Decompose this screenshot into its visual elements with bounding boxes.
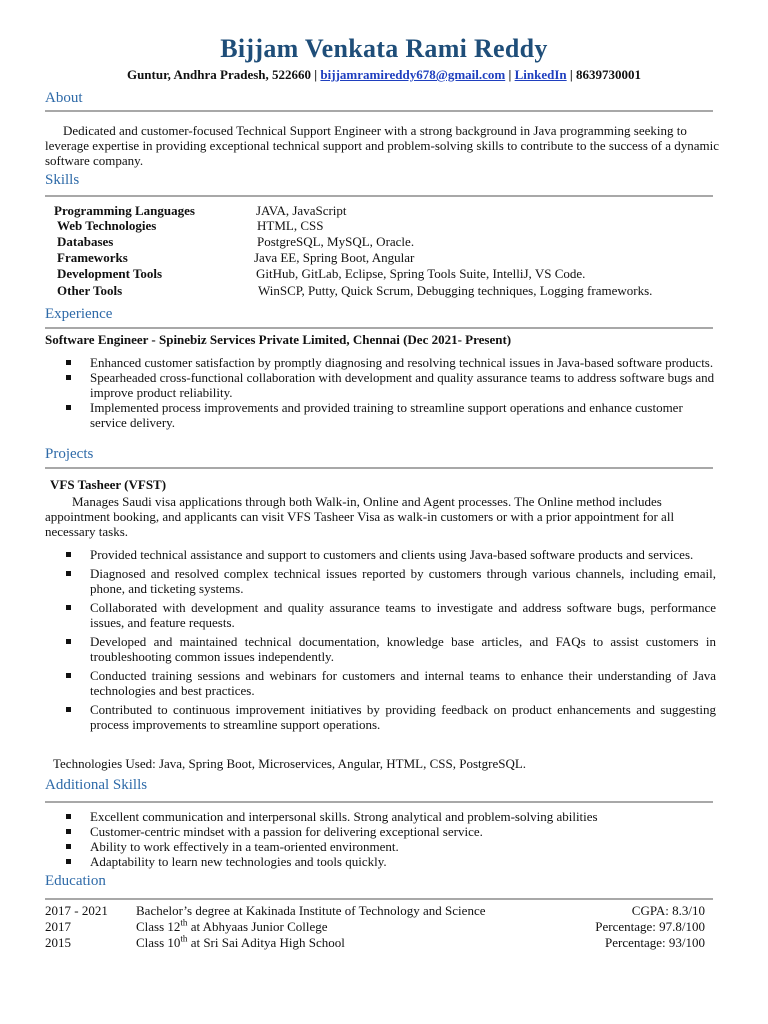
bullet-icon <box>66 707 71 712</box>
section-divider <box>45 195 713 197</box>
bullet-text: Customer-centric mindset with a passion for delivering exceptional service. <box>90 824 483 839</box>
bullet-text: Enhanced customer satisfaction by promptly diagnosing and resolving technical issues in Java-based software products. <box>90 355 714 370</box>
separator: | <box>311 67 321 82</box>
skill-values: Java EE, Spring Boot, Angular <box>254 250 415 265</box>
education-row <box>45 903 705 919</box>
ordinal-suffix: th <box>180 933 188 944</box>
bullet-text: Implemented process improvements and provided training to streamline support operations and enhance customer service delivery. <box>90 400 683 430</box>
project-description: Manages Saudi visa applications through both Walk-in, Online and Agent processes. The Online method includes appointment booking, and applicants can visit VFS Tasheer Visa as walk-in customers or with a prior appointment for all necessary tasks. <box>45 494 675 539</box>
bullet-text: Diagnosed and resolved complex technical issues reported by customers through various channels, including email, phone, and ticketing systems. <box>90 566 716 596</box>
skill-category: Other Tools <box>57 283 123 298</box>
linkedin-link[interactable]: LinkedIn <box>514 67 567 82</box>
education-score: Percentage: 93/100 <box>605 935 705 950</box>
education-score: CGPA: 8.3/10 <box>631 903 705 918</box>
bullet-icon <box>66 859 71 864</box>
bullet-text: Conducted training sessions and webinars for customers and internal teams to enhance their understanding of Java technologies and best practices. <box>90 668 716 698</box>
project-title: VFS Tasheer (VFST) <box>50 477 167 492</box>
skill-category: Frameworks <box>57 250 128 265</box>
section-divider <box>45 898 713 900</box>
section-divider <box>45 327 713 329</box>
education-row <box>45 935 705 951</box>
list-item <box>64 668 716 698</box>
bullet-icon <box>66 571 71 576</box>
skill-category: Development Tools <box>57 266 163 281</box>
institution-text: at Abhyaas Junior College <box>187 919 328 934</box>
list-item <box>64 547 716 562</box>
skill-row <box>54 234 734 250</box>
skill-row <box>54 218 734 234</box>
additional-skills-bullets <box>64 809 716 869</box>
bullet-text: Spearheaded cross-functional collaboration with development and quality assurance teams to address software bugs and improve product reliability. <box>90 370 715 400</box>
job-title: Software Engineer - Spinebiz Services Private Limited, Chennai (Dec 2021- Present) <box>45 332 512 347</box>
skill-values: GitHub, GitLab, Eclipse, Spring Tools Suite, IntelliJ, VS Code. <box>256 266 586 281</box>
technologies-used: Technologies Used: Java, Spring Boot, Microservices, Angular, HTML, CSS, PostgreSQL. <box>53 756 527 771</box>
bullet-icon <box>66 639 71 644</box>
list-item <box>64 702 716 732</box>
skill-category: Databases <box>57 234 114 249</box>
bullet-text: Provided technical assistance and support to customers and clients using Java-based software products and services. <box>90 547 694 562</box>
skill-values: HTML, CSS <box>257 218 324 233</box>
skill-values: JAVA, JavaScript <box>256 203 347 218</box>
about-text: Dedicated and customer-focused Technical Support Engineer with a strong background in Java programming seeking to leverage expertise in providing exceptional technical support and problem-solving skills to contribute to the success of a dynamic software company. <box>45 123 720 168</box>
skill-row <box>54 203 734 219</box>
section-title-about: About <box>45 90 83 106</box>
skill-row <box>54 266 734 282</box>
institution-text: at Sri Sai Aditya High School <box>187 935 345 950</box>
phone-text: 8639730001 <box>576 67 642 82</box>
bullet-text: Collaborated with development and quality assurance teams to investigate and address software bugs, performance issues, and feature requests. <box>90 600 716 630</box>
education-year: 2015 <box>45 935 71 950</box>
section-divider <box>45 801 713 803</box>
section-title-skills: Skills <box>45 172 80 188</box>
separator: | <box>566 67 577 82</box>
section-divider <box>45 110 713 112</box>
bullet-icon <box>66 814 71 819</box>
skill-values: WinSCP, Putty, Quick Scrum, Debugging techniques, Logging frameworks. <box>258 283 653 298</box>
bullet-icon <box>66 552 71 557</box>
bullet-icon <box>66 360 71 365</box>
section-title-experience: Experience <box>45 306 113 322</box>
skill-category: Programming Languages <box>54 203 195 218</box>
skill-row <box>54 283 734 299</box>
list-item <box>64 355 716 370</box>
education-description <box>136 935 345 951</box>
list-item <box>64 824 716 839</box>
bullet-icon <box>66 405 71 410</box>
list-item <box>64 634 716 664</box>
education-year: 2017 <box>45 919 71 934</box>
education-score: Percentage: 97.8/100 <box>595 919 705 934</box>
contact-line <box>0 67 768 83</box>
location-text: Guntur, Andhra Pradesh, 522660 <box>126 67 312 82</box>
bullet-icon <box>66 673 71 678</box>
bullet-text: Adaptability to learn new technologies and tools quickly. <box>90 854 387 869</box>
list-item <box>64 839 716 854</box>
bullet-icon <box>66 605 71 610</box>
skill-values: PostgreSQL, MySQL, Oracle. <box>257 234 415 249</box>
list-item <box>64 600 716 630</box>
class-label: Class 10 <box>136 935 181 950</box>
email-link[interactable]: bijjamramireddy678@gmail.com <box>320 67 506 82</box>
bullet-text: Ability to work effectively in a team-oriented environment. <box>90 839 399 854</box>
section-divider <box>45 467 713 469</box>
education-row <box>45 919 705 935</box>
bullet-text: Excellent communication and interpersonal skills. Strong analytical and problem-solving abilities <box>90 809 598 824</box>
section-title-projects: Projects <box>45 446 94 462</box>
bullet-icon <box>66 829 71 834</box>
list-item <box>64 854 716 869</box>
bullet-icon <box>66 375 71 380</box>
skill-category: Web Technologies <box>57 218 157 233</box>
list-item <box>64 370 716 400</box>
list-item <box>64 809 716 824</box>
list-item <box>64 400 716 430</box>
project-bullets <box>64 547 716 732</box>
separator: | <box>505 67 515 82</box>
list-item <box>64 566 716 596</box>
section-title-additional-skills: Additional Skills <box>45 777 148 793</box>
experience-bullets <box>64 355 716 430</box>
bullet-icon <box>66 844 71 849</box>
skill-row <box>54 250 734 266</box>
section-title-education: Education <box>45 873 106 889</box>
candidate-name: Bijjam Venkata Rami Reddy <box>220 34 548 63</box>
bullet-text: Developed and maintained technical documentation, knowledge base articles, and FAQs to assist customers in troubleshooting common issues independently. <box>90 634 716 664</box>
bullet-text: Contributed to continuous improvement initiatives by providing feedback on product enhancements and suggesting process improvements to streamline support operations. <box>90 702 716 732</box>
ordinal-suffix: th <box>180 917 188 928</box>
class-label: Class 12 <box>136 919 181 934</box>
education-year: 2017 - 2021 <box>45 903 108 918</box>
education-description <box>136 919 328 935</box>
education-description: Bachelor’s degree at Kakinada Institute of Technology and Science <box>136 903 486 918</box>
